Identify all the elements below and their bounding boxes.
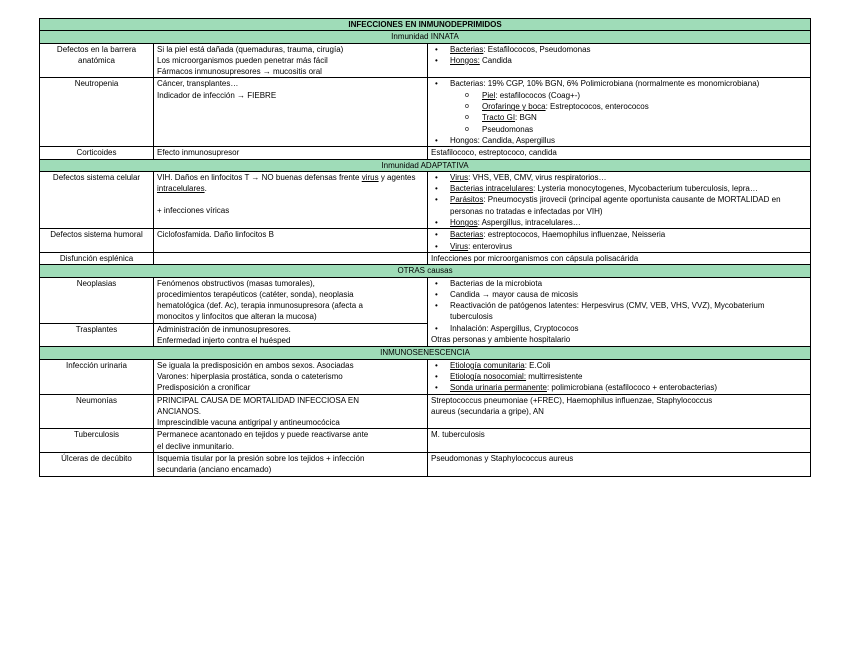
desc-line: hematológica (def. Ac), terapia inmunosupresora (afecta a [157, 301, 363, 311]
desc-line: Enfermedad injerto contra el huésped [157, 336, 291, 346]
row-agents-esplenica: Infecciones por microorganismos con cápsula polisacárida [428, 252, 811, 264]
agent-item: • Virus: VHS, VEB, CMV, virus respiratorios… [431, 172, 807, 183]
desc-line: Permanece acantonado en tejidos y puede reactivarse ante [157, 430, 369, 440]
desc-line: Imprescindible vacuna antigripal y antineumocócica [157, 418, 340, 428]
agent-item: • Inhalación: Aspergillus, Cryptococos [431, 323, 807, 334]
infections-table [39, 18, 811, 477]
section-adaptativa: Inmunidad ADAPTATIVA [40, 159, 811, 171]
section-inmunosenescencia: INMUNOSENESCENCIA [40, 347, 811, 359]
desc-line: Administración de inmunosupresores. [157, 324, 291, 334]
agent-item: • Hongos: Candida [431, 55, 807, 66]
agent-item: • Etiología nosocomial: multirresistente [431, 371, 807, 382]
table-title: INFECCIONES EN INMUNODEPRIMIDOS [40, 19, 811, 31]
row-agents-celular [428, 171, 811, 228]
agent-item: • Hongos: Aspergillus, intracelulares… [431, 217, 807, 228]
desc-line: secundaria (anciano encamado) [157, 465, 272, 475]
desc-line: Varones: hiperplasia prostática, sonda o cateterismo [157, 371, 343, 381]
row-desc-tuberculosis [154, 429, 428, 453]
row-label-neoplasias: Neoplasias [40, 277, 154, 323]
table-row [40, 171, 811, 228]
desc-line: Fenómenos obstructivos (masas tumorales), [157, 278, 315, 288]
desc-paragraph: VIH. Daños en linfocitos T → NO buenas defensas frente virus y agentes intracelulares. [157, 172, 416, 194]
table-row [40, 78, 811, 147]
row-agents-urinaria [428, 359, 811, 394]
row-agents-corticoides: Estafilococo, estreptococo, candida [428, 147, 811, 159]
agent-item: • Parásitos: Pneumocystis jirovecii (principal agente oportunista causante de MORTALIDAD en personas no tratadas e infectadas por VIH) [431, 194, 807, 217]
agent-item: • Bacterias: estreptococos, Haemophilus influenzae, Neisseria [431, 229, 807, 240]
desc-line: Cáncer, transplantes… [157, 79, 239, 89]
agent-item: • Sonda urinaria permanente: polimicrobiana (estafilococo + enterobacterias) [431, 382, 807, 393]
row-label-corticoides: Corticoides [40, 147, 154, 159]
desc-line: Predisposición a cronificar [157, 383, 251, 393]
row-desc-celular [154, 171, 428, 228]
desc-line: procedimientos terapéuticos (catéter, sonda), neoplasia [157, 289, 354, 299]
desc-line: Los microorganismos pueden penetrar más fácil [157, 55, 328, 65]
row-desc-trasplantes [154, 323, 428, 347]
table-row [40, 429, 811, 453]
agent-item: • Virus: enterovirus [431, 241, 807, 252]
row-label-tuberculosis: Tuberculosis [40, 429, 154, 453]
table-row [40, 359, 811, 394]
agent-subitem: o Piel: estafilococos (Coag+-) [465, 90, 807, 101]
section-otras: OTRAS causas [40, 265, 811, 277]
row-label-esplenica: Disfunción esplénica [40, 252, 154, 264]
row-label-humoral: Defectos sistema humoral [40, 229, 154, 253]
row-label-barrera: Defectos en la barrera anatómica [40, 43, 154, 78]
desc-line: el declive inmunitario. [157, 441, 234, 451]
desc-line: Indicador de infección → FIEBRE [157, 90, 277, 100]
row-agents-tuberculosis: M. tuberculosis [428, 429, 811, 453]
row-agents-neumonias [428, 394, 811, 429]
desc-line: monocitos y linfocitos que alteran la mucosa) [157, 312, 317, 322]
agent-line: Streptococcus pneumoniae (+FREC), Haemophilus influenzae, Staphylococcus [431, 395, 713, 405]
row-agents-neutropenia [428, 78, 811, 147]
row-desc-ulceras [154, 452, 428, 476]
desc-line: Fármacos inmunosupresores → mucositis oral [157, 67, 322, 77]
agent-item: • Hongos: Candida, Aspergillus [431, 135, 807, 146]
agent-item: • Reactivación de patógenos latentes: Herpesvirus (CMV, VEB, VHS, VVZ), Mycobaterium tuberculosis [431, 300, 807, 323]
row-desc-neutropenia [154, 78, 428, 147]
row-desc-urinaria [154, 359, 428, 394]
row-desc-neumonias [154, 394, 428, 429]
row-label-neutropenia: Neutropenia [40, 78, 154, 147]
agent-line: aureus (secundaria a gripe), AN [431, 406, 544, 416]
table-row [40, 394, 811, 429]
desc-line: Se iguala la predisposición en ambos sexos. Asociadas [157, 360, 354, 370]
table-row [40, 43, 811, 78]
row-label-trasplantes: Trasplantes [40, 323, 154, 347]
agent-item: • Etiología comunitaria: E.Coli [431, 360, 807, 371]
agent-item: • Bacterias: 19% CGP, 10% BGN, 6% Polimicrobiana (normalmente es monomicrobiana) [431, 78, 807, 89]
agent-item: • Bacterias: Estafilococos, Pseudomonas [431, 44, 807, 55]
agent-subitem: o Orofaringe y boca: Estreptococos, enterococos [465, 101, 807, 112]
agent-item: • Candida → mayor causa de micosis [431, 289, 807, 300]
row-label-ulceras: Úlceras de decúbito [40, 452, 154, 476]
row-label-neumonias: Neumonías [40, 394, 154, 429]
section-innata: Inmunidad INNATA [40, 31, 811, 43]
table-row [40, 277, 811, 323]
row-label-urinaria: Infección urinaria [40, 359, 154, 394]
table-row [40, 452, 811, 476]
row-agents-humoral [428, 229, 811, 253]
row-label-celular: Defectos sistema celular [40, 171, 154, 228]
agent-subitem: o Pseudomonas [465, 124, 807, 135]
table-row [40, 229, 811, 253]
agent-item: • Bacterias de la microbiota [431, 278, 807, 289]
agent-tail: Otras personas y ambiente hospitalario [431, 335, 571, 345]
row-agents-otras [428, 277, 811, 347]
desc-line: ANCIANOS. [157, 406, 202, 416]
agent-item: • Bacterias intracelulares: Lysteria monocytogenes, Mycobacterium tuberculosis, lepra… [431, 183, 807, 194]
row-desc-esplenica [154, 252, 428, 264]
row-desc-humoral: Ciclofosfamida. Daño linfocitos B [154, 229, 428, 253]
table-row [40, 252, 811, 264]
desc-line: Isquemia tisular por la presión sobre los tejidos + infección [157, 453, 365, 463]
agent-subitem: o Tracto GI: BGN [465, 112, 807, 123]
row-agents-ulceras: Pseudomonas y Staphylococcus aureus [428, 452, 811, 476]
table-row [40, 147, 811, 159]
row-desc-neoplasias [154, 277, 428, 323]
row-desc-barrera [154, 43, 428, 78]
desc-line: PRINCIPAL CAUSA DE MORTALIDAD INFECCIOSA EN [157, 395, 359, 405]
desc-line: Si la piel está dañada (quemaduras, trauma, cirugía) [157, 44, 344, 54]
row-agents-barrera [428, 43, 811, 78]
row-desc-corticoides: Efecto inmunosupresor [154, 147, 428, 159]
desc-line: + infecciones víricas [157, 206, 230, 216]
